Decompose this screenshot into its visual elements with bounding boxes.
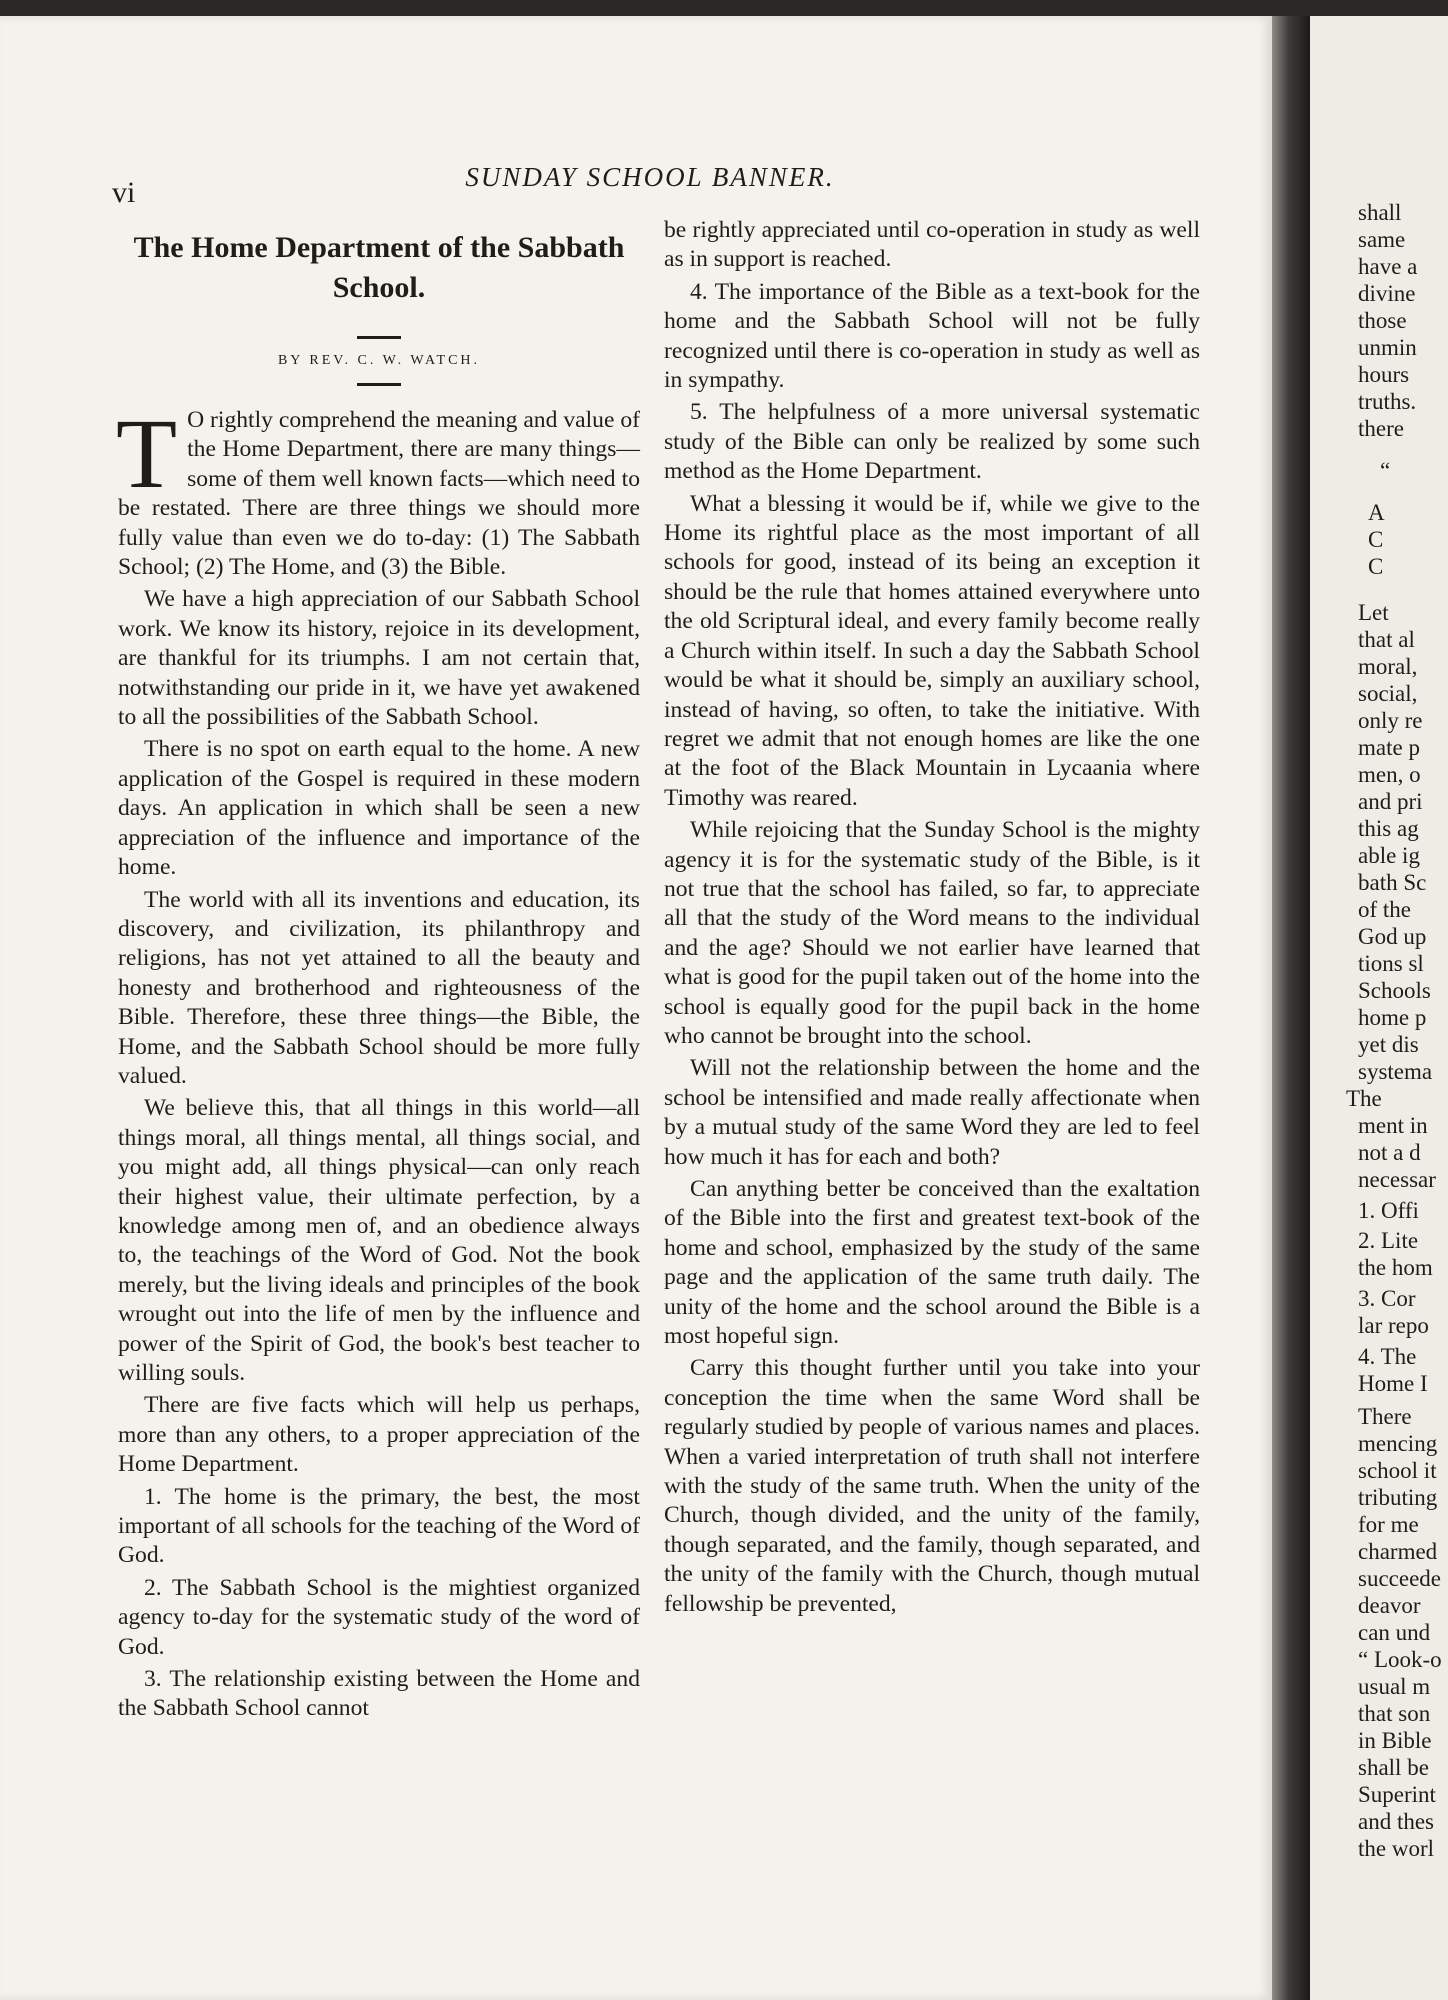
adjacent-page-text: in Bible	[1358, 1728, 1432, 1753]
adjacent-page-text: the hom	[1358, 1255, 1433, 1280]
adjacent-page-text: school it	[1358, 1458, 1437, 1483]
adjacent-page-text: only re	[1358, 708, 1423, 733]
paragraph: Will not the relationship between the home and the school be intensified and made really affectionate when by a mutual study of the same Word they are led to feel how much it has for each and both?	[664, 1055, 1200, 1170]
book-gutter	[1272, 16, 1310, 2000]
adjacent-page-text: usual m	[1358, 1674, 1431, 1699]
article-title: The Home Department of the Sabbath School.	[133, 231, 625, 304]
paragraph: The world with all its inventions and education, its discovery, and civilization, its philanthropy and religions, has not yet attained to all the beauty and honesty and brotherhood and righteousness of the Bible. Therefore, these three things—the Bible, the Home, and the Sabbath School should be more fully valued.	[118, 886, 640, 1089]
adjacent-page-text: deavor	[1358, 1593, 1421, 1618]
paragraph: We have a high appreciation of our Sabbath School work. We know its history, rejoice in its development, are thankful for its triumphs. I am not certain that, notwithstanding our pride in it, we have yet awakened to all the possibilities of the Sabbath School.	[118, 586, 640, 731]
adjacent-page-text: mencing	[1358, 1431, 1438, 1456]
adjacent-page-text: charmed	[1358, 1539, 1438, 1564]
adjacent-page-text: “ Look-o	[1358, 1647, 1442, 1672]
left-column	[118, 228, 640, 1724]
page-number: vi	[112, 176, 136, 209]
adjacent-page-text: same	[1358, 227, 1406, 252]
continued-paragraph: be rightly appreciated until co-operation in study as well as in support is reached.	[664, 217, 1200, 273]
adjacent-page-text: this ag	[1358, 816, 1419, 841]
adjacent-page-text: and pri	[1358, 789, 1423, 814]
adjacent-page-fragment	[1310, 16, 1448, 2000]
list-item: 5. The helpfulness of a more universal systematic study of the Bible can only be realized by some such method as the Home Department.	[664, 399, 1200, 485]
adjacent-page-text: mate p	[1358, 735, 1420, 760]
adjacent-page-text: A	[1368, 500, 1385, 525]
adjacent-page-text: yet dis	[1358, 1032, 1419, 1057]
adjacent-page-text: the worl	[1358, 1836, 1435, 1861]
byline: BY REV. C. W. WATCH.	[277, 353, 481, 368]
adjacent-page-text: The	[1346, 1086, 1382, 1111]
adjacent-page-text: tions sl	[1358, 951, 1424, 976]
scan-top-edge	[0, 0, 1448, 16]
paragraph: Can anything better be conceived than the exaltation of the Bible into the first and greatest text-book of the home and school, emphasized by the study of the same page and the application of the same truth daily. The unity of the home and the school around the Bible is a most hopeful sign.	[664, 1176, 1200, 1350]
adjacent-page-text: tributing	[1358, 1485, 1438, 1510]
adjacent-page-text: for me	[1358, 1512, 1419, 1537]
adjacent-page-text: have a	[1358, 254, 1418, 279]
paragraph: There are five facts which will help us perhaps, more than any others, to a proper appreciation of the Home Department.	[118, 1392, 640, 1478]
adjacent-page-text: hours	[1358, 362, 1410, 387]
adjacent-page-text: those	[1358, 308, 1407, 333]
adjacent-page-text: there	[1358, 416, 1404, 441]
opening-paragraph	[116, 398, 640, 582]
adjacent-page-text: lar repo	[1358, 1313, 1429, 1338]
adjacent-page-text: There	[1358, 1404, 1412, 1429]
paragraph: We believe this, that all things in this world—all things moral, all things mental, all things social, and you might add, all things physical—can only reach their highest value, their ultimate perfection, by a knowledge among men of, and an obedience always to, the teachings of the Word of God. Not the book merely, but the living ideals and principles of the book wrought out into the life of men by the influence and power of the Spirit of God, the book's best teacher to willing souls.	[118, 1095, 640, 1386]
running-head: SUNDAY SCHOOL BANNER.	[465, 162, 835, 192]
adjacent-page-text: 4. The	[1358, 1344, 1417, 1369]
magazine-page	[0, 16, 1272, 2000]
adjacent-page-text: succeede	[1358, 1566, 1441, 1591]
adjacent-page-text: home p	[1358, 1005, 1427, 1030]
list-item: 1. The home is the primary, the best, the most important of all schools for the teaching of the Word of God.	[118, 1483, 640, 1569]
drop-cap: T	[116, 398, 178, 509]
adjacent-page-text: 1. Offi	[1358, 1198, 1419, 1223]
adjacent-page-text: and thes	[1358, 1809, 1435, 1834]
adjacent-page-text: divine	[1358, 281, 1416, 306]
adjacent-page-text: “	[1380, 458, 1391, 483]
adjacent-page-text: C	[1368, 527, 1384, 552]
adjacent-page-text: 3. Cor	[1358, 1286, 1416, 1311]
adjacent-page-text: ment in	[1358, 1113, 1428, 1138]
adjacent-page-text: necessar	[1358, 1167, 1436, 1192]
adjacent-page-text: not a d	[1358, 1140, 1421, 1165]
middle-column	[664, 216, 1200, 1619]
adjacent-page-text: men, o	[1358, 762, 1421, 787]
paragraph: There is no spot on earth equal to the home. A new application of the Gospel is required in these modern days. An application in which shall be seen a new appreciation of the influence and importance of the home.	[118, 736, 640, 881]
adjacent-page-text: Let	[1358, 600, 1389, 625]
adjacent-page-text: of the	[1358, 897, 1412, 922]
adjacent-page-text: God up	[1358, 924, 1427, 949]
byline-rule	[357, 383, 401, 386]
list-item: 4. The importance of the Bible as a text-book for the home and the Sabbath School will not be fully recognized until there is co-operation in study as well as in sympathy.	[664, 278, 1200, 394]
adjacent-page-text: social,	[1358, 681, 1418, 706]
adjacent-page-text: C	[1368, 554, 1384, 579]
adjacent-page-text: Superint	[1358, 1782, 1436, 1807]
adjacent-page-text: 2. Lite	[1358, 1228, 1419, 1253]
adjacent-page-text: bath Sc	[1358, 870, 1427, 895]
adjacent-page-text: that al	[1358, 627, 1415, 652]
opening-paragraph-text: O rightly comprehend the meaning and value of the Home Department, there are many things—some of them well known facts—which need to be restated. There are three things we should more fully value than even we do to-day: (1) The Sabbath School; (2) The Home, and (3) the Bible.	[118, 407, 640, 581]
adjacent-page-text: shall	[1358, 200, 1402, 225]
list-item: 3. The relationship existing between the Home and the Sabbath School cannot	[118, 1666, 640, 1722]
adjacent-page-text: able ig	[1358, 843, 1420, 868]
adjacent-page-text: unmin	[1358, 335, 1417, 360]
adjacent-page-text: can und	[1358, 1620, 1431, 1645]
list-item: 2. The Sabbath School is the mightiest organized agency to-day for the systematic study of the word of God.	[118, 1574, 640, 1660]
adjacent-page-text: shall be	[1358, 1755, 1429, 1780]
adjacent-page-text: moral,	[1358, 654, 1418, 679]
adjacent-page-text: Schools	[1358, 978, 1431, 1003]
adjacent-page-text: systema	[1358, 1059, 1433, 1084]
adjacent-page-text: truths.	[1358, 389, 1417, 414]
adjacent-page-text: that son	[1358, 1701, 1431, 1726]
adjacent-page-text: Home I	[1358, 1371, 1428, 1396]
paragraph: While rejoicing that the Sunday School is the mighty agency it is for the systematic study of the Bible, is it not true that the school has failed, so far, to appreciate all that the study of the Word means to the individual and the age? Should we not earlier have learned that what is good for the pupil taken out of the home into the school is equally good for the pupil back in the home who cannot be brought into the school.	[664, 817, 1200, 1049]
paragraph: What a blessing it would be if, while we give to the Home its rightful place as the most important of all schools for good, instead of its being an exception it should be the rule that homes attained everywhere unto the old Scriptural ideal, and every family become really a Church within itself. In such a day the Sabbath School would be what it should be, simply an auxiliary school, instead of having, so often, to take the initiative. With regret we admit that not enough homes are like the one at the foot of the Black Mountain in Lycaania where Timothy was reared.	[664, 490, 1200, 811]
paragraph: Carry this thought further until you take into your conception the time when the same Word shall be regularly studied by people of various names and places. When a varied interpretation of truth shall not interfere with the study of the same truth. When the unity of the Church, though divided, and the unity of the family, though separated, and the family, though separated, and the unity of the family with the Church, though mutual fellowship be prevented,	[664, 1355, 1200, 1617]
title-rule	[357, 336, 401, 339]
